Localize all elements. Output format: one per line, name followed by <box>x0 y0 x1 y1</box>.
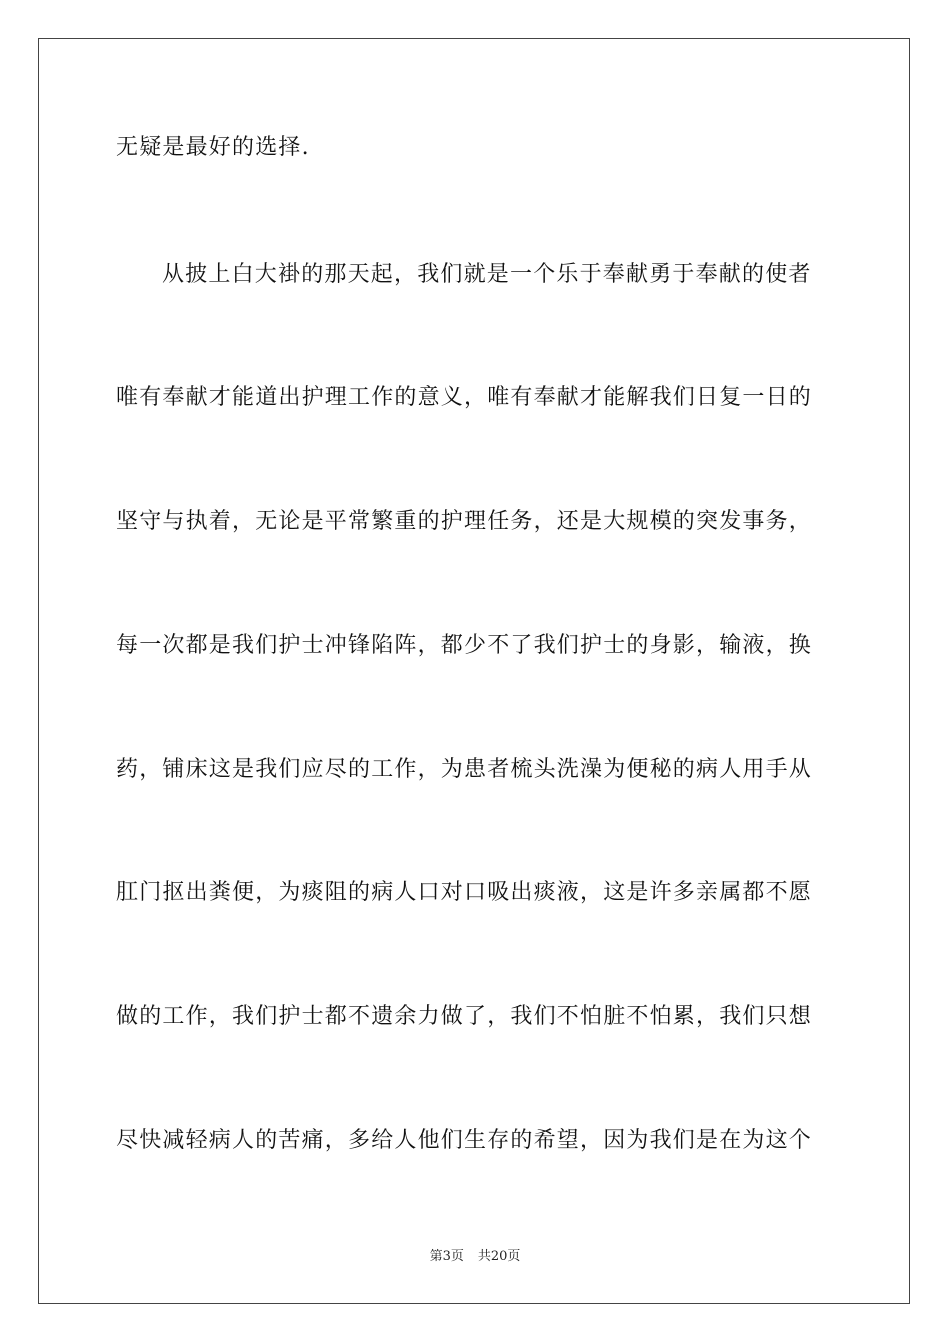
body-text-line: 坚守与执着，无论是平常繁重的护理任务，还是大规模的突发事务， <box>116 509 813 534</box>
page-border <box>38 38 910 1304</box>
body-text-line: 药，铺床这是我们应尽的工作，为患者梳头洗澡为便秘的病人用手从 <box>116 757 813 782</box>
body-text-line: 每一次都是我们护士冲锋陷阵，都少不了我们护士的身影，输液，换 <box>116 633 813 658</box>
paragraph-first-line: 从披上白大褂的那天起，我们就是一个乐于奉献勇于奉献的使者 <box>162 262 812 287</box>
body-text-line: 唯有奉献才能道出护理工作的意义，唯有奉献才能解我们日复一日的 <box>116 385 813 410</box>
page-number: 第3页 <box>429 1249 464 1264</box>
body-text-line: 做的工作，我们护士都不遗余力做了，我们不怕脏不怕累，我们只想 <box>116 1004 813 1029</box>
body-text-line: 肛门抠出粪便，为痰阻的病人口对口吸出痰液，这是许多亲属都不愿 <box>116 880 813 905</box>
page-total: 共20页 <box>477 1249 521 1264</box>
body-text-line: 无疑是最好的选择. <box>116 135 310 160</box>
body-text-line: 尽快减轻病人的苦痛，多给人他们生存的希望，因为我们是在为这个 <box>116 1128 813 1153</box>
page-footer <box>0 1248 950 1266</box>
